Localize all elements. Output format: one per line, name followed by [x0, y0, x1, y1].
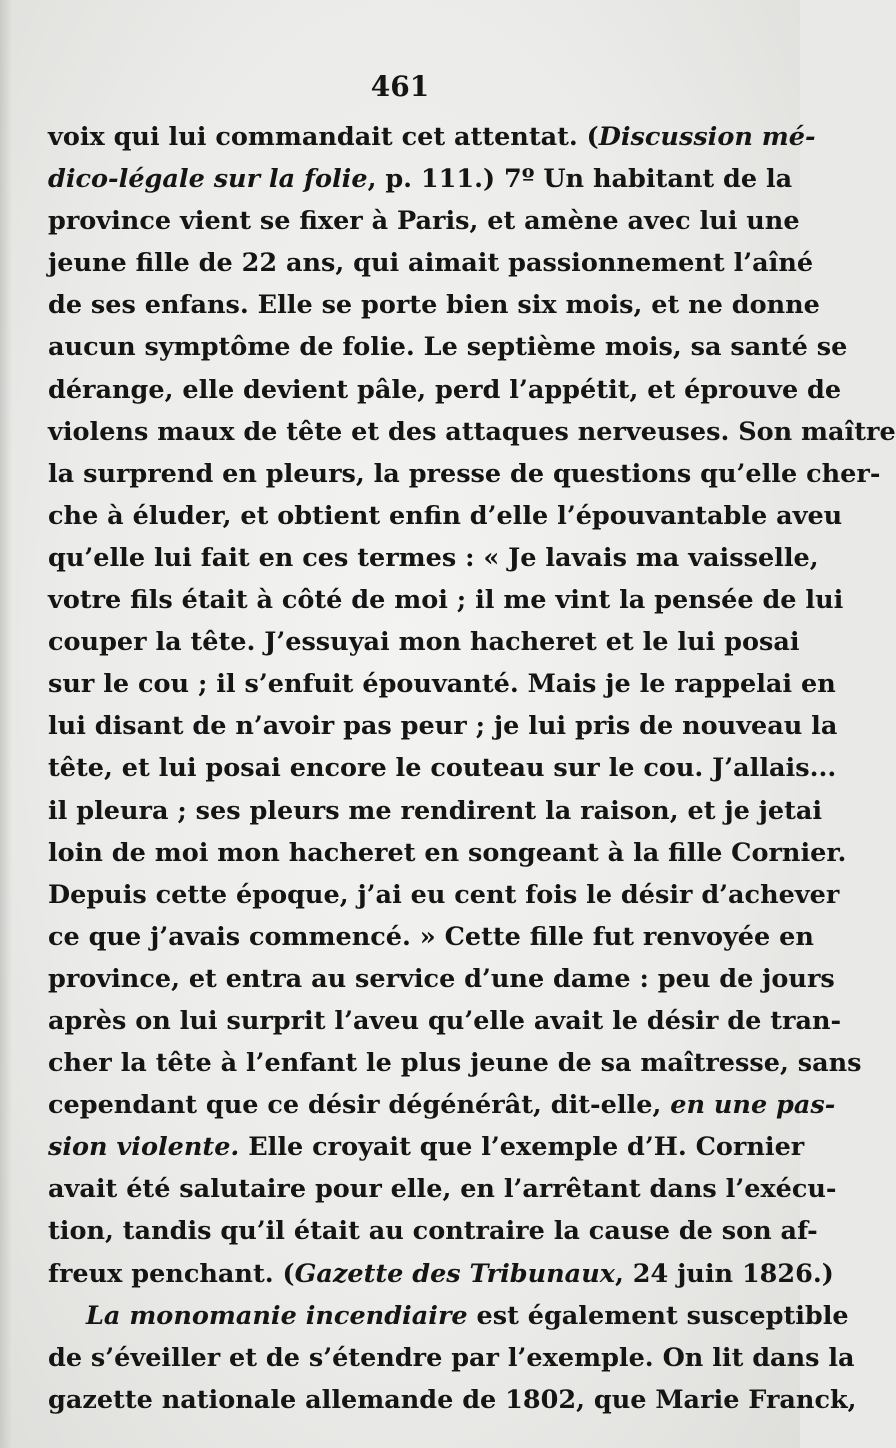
italic-text-span: La monomanie incendiaire	[86, 1300, 468, 1331]
text-line	[48, 411, 896, 453]
text-line	[48, 200, 800, 242]
text-span: votre fils était à côté de moi ; il me vint la pensée de lui	[48, 585, 844, 616]
text-span: la surprend en pleurs, la presse de questions qu’elle cher-	[48, 458, 881, 489]
text-line	[48, 1337, 855, 1379]
text-line	[48, 1295, 849, 1337]
page-edge-shadow	[0, 0, 12, 1448]
text-span: violens maux de tête et des attaques nerveuses. Son maître	[48, 416, 896, 447]
text-span: jeune fille de 22 ans, qui aimait passionnement l’aîné	[48, 248, 814, 279]
text-line	[48, 621, 800, 663]
text-span: ce que j’avais commencé. » Cette fille fut renvoyée en	[48, 921, 814, 952]
text-span: tion, tandis qu’il était au contraire la cause de son af-	[48, 1216, 818, 1247]
text-span: de ses enfans. Elle se porte bien six mois, et ne donne	[48, 290, 820, 321]
text-line	[48, 790, 823, 832]
text-line	[48, 705, 838, 747]
text-span: est également susceptible	[467, 1300, 849, 1331]
italic-text-span: en une pas-	[670, 1090, 836, 1121]
text-line	[48, 874, 840, 916]
text-line	[48, 1084, 836, 1126]
text-line	[48, 1000, 842, 1042]
text-span: Depuis cette époque, j’ai eu cent fois le désir d’achever	[48, 879, 840, 910]
text-span: che à éluder, et obtient enfin d’elle l’épouvantable aveu	[48, 500, 843, 531]
text-line	[48, 453, 881, 495]
text-line	[48, 832, 847, 874]
text-span: sur le cou ; il s’enfuit épouvanté. Mais je le rappelai en	[48, 669, 836, 700]
text-span: tête, et lui posai encore le couteau sur le cou. J’allais...	[48, 753, 837, 784]
text-line	[48, 116, 816, 158]
text-line	[48, 158, 793, 200]
text-line	[48, 242, 814, 284]
text-line	[48, 495, 843, 537]
text-line	[48, 284, 820, 326]
text-line	[48, 1168, 837, 1210]
text-line	[48, 1042, 862, 1084]
text-line	[48, 537, 819, 579]
body-text	[48, 116, 896, 1421]
italic-text-span: Gazette des Tribunaux	[294, 1258, 615, 1289]
text-span: , p. 111.) 7º Un habitant de la	[367, 164, 793, 195]
text-span: dérange, elle devient pâle, perd l’appétit, et éprouve de	[48, 374, 842, 405]
text-span: gazette nationale allemande de 1802, que Marie Franck,	[48, 1384, 857, 1415]
text-line	[48, 958, 835, 1000]
text-span: cher la tête à l’enfant le plus jeune de sa maîtresse, sans	[48, 1048, 862, 1079]
text-span: Elle croyait que l’exemple d’H. Cornier	[239, 1132, 805, 1163]
text-span: voix qui lui commandait cet attentat. (	[48, 122, 599, 152]
text-line	[48, 663, 836, 705]
text-span: province, et entra au service d’une dame : peu de jours	[48, 963, 835, 994]
text-span: loin de moi mon hacheret en songeant à la fille Cornier.	[48, 837, 847, 868]
text-line	[48, 326, 848, 368]
text-span: , 24 juin 1826.)	[614, 1258, 834, 1289]
text-line	[48, 916, 814, 958]
italic-text-span: Discussion mé-	[598, 122, 816, 152]
text-span: province vient se fixer à Paris, et amène avec lui une	[48, 206, 800, 237]
text-span: après on lui surprit l’aveu qu’elle avait le désir de tran-	[48, 1005, 842, 1036]
text-span: il pleura ; ses pleurs me rendirent la raison, et je jetai	[48, 795, 823, 826]
text-span: couper la tête. J’essuyai mon hacheret et le lui posai	[48, 627, 800, 658]
text-line	[48, 579, 844, 621]
page-number: 461	[370, 70, 430, 103]
text-line	[48, 747, 837, 789]
text-line	[48, 1379, 857, 1421]
text-line	[48, 369, 842, 411]
text-line	[48, 1126, 805, 1168]
text-span: cependant que ce désir dégénérât, dit-elle,	[48, 1090, 671, 1121]
text-line	[48, 1253, 834, 1295]
italic-text-span: dico-légale sur la folie	[48, 164, 368, 195]
text-span: de s’éveiller et de s’étendre par l’exemple. On lit dans la	[48, 1342, 855, 1373]
text-span: aucun symptôme de folie. Le septième mois, sa santé se	[48, 332, 848, 363]
text-span: freux penchant. (	[48, 1258, 295, 1289]
text-span: lui disant de n’avoir pas peur ; je lui pris de nouveau la	[48, 711, 838, 742]
text-span: qu’elle lui fait en ces termes : « Je lavais ma vaisselle,	[48, 542, 819, 573]
text-line	[48, 1210, 818, 1252]
text-span: avait été salutaire pour elle, en l’arrêtant dans l’exécu-	[48, 1174, 837, 1205]
italic-text-span: sion violente.	[48, 1132, 240, 1163]
